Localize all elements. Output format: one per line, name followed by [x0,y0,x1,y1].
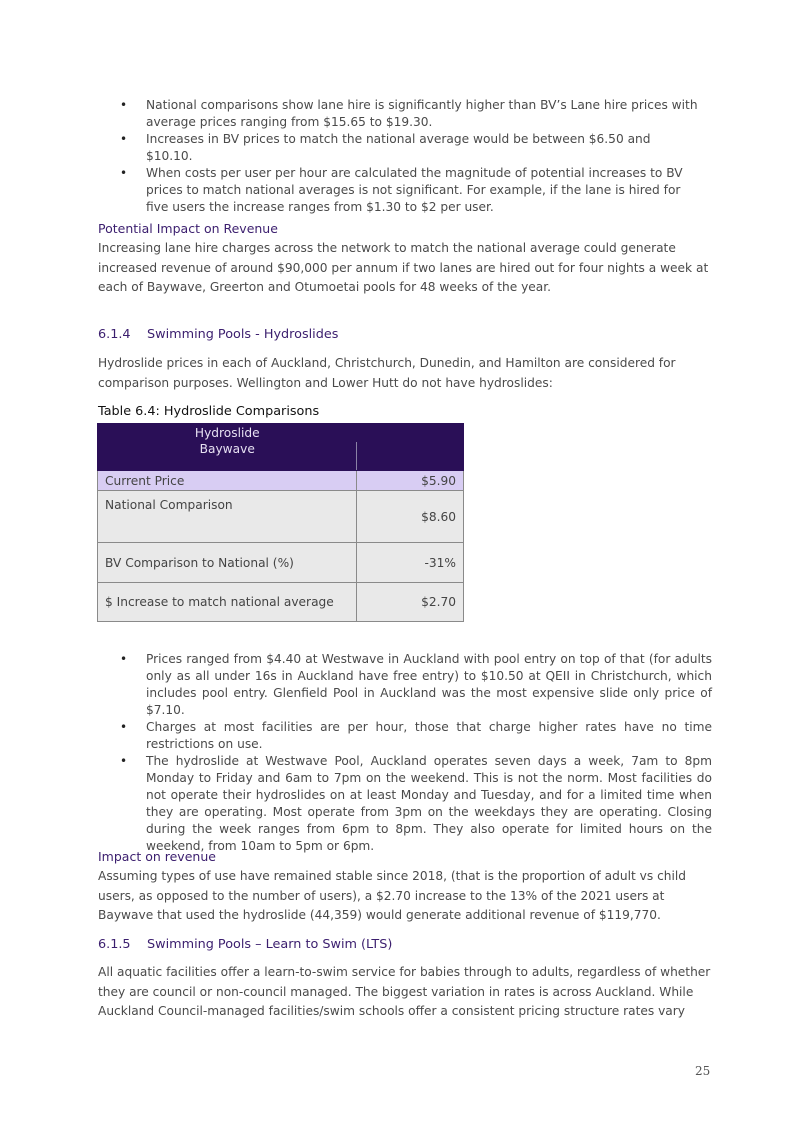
list-item: • When costs per user per hour are calculated the magnitude of potential increases to BV prices to match national averages is not significant. For example, if the lane is hired for five users the increase ranges from $1.30 to $2 per user. [120,166,683,214]
table-row [98,491,464,543]
table-row [98,583,464,622]
table-row [98,543,464,583]
row-label: BV Comparison to National (%) [98,543,357,583]
table-header-row [98,424,464,442]
learn-to-swim-text: All aquatic facilities offer a learn-to-swim service for babies through to adults, regardless of whether they are council or non-council managed. The biggest variation in rates is across Auckland. While Auckland Council-managed facilities/swim schools offer a consistent pricing structure rates vary [98,965,711,1018]
row-value: $2.70 [357,583,464,622]
list-item: • Prices ranged from $4.40 at Westwave in Auckland with pool entry on top of that (for adults only as all under 16s in Auckland have free entry) to $10.50 at QEII in Christchurch, which includes pool entry. Glenfield Pool in Auckland was the most expensive slide only price of $7.10. [120,652,712,717]
section-heading-6-1-4 [98,326,338,344]
row-label: National Comparison [98,491,357,543]
section-heading-6-1-5 [98,936,392,954]
section-number: 6.1.5 [98,937,131,952]
list-item: • Increases in BV prices to match the national average would be between $6.50 and $10.10. [120,132,651,163]
list-item: • National comparisons show lane hire is significantly higher than BV’s Lane hire prices with average prices ranging from $15.65 to $19.30. [120,98,698,129]
row-value: -31% [357,543,464,583]
row-value: $8.60 [357,491,464,543]
header-baywave: Baywave [98,442,357,471]
impact-revenue-heading: Impact on revenue [98,849,216,864]
row-label: $ Increase to match national average [98,583,357,622]
bullet-list-lane-hire [98,97,698,216]
section-number: 6.1.4 [98,327,131,342]
potential-impact-text: Increasing lane hire charges across the network to match the national average could generate increased revenue of around $90,000 per annum if two lanes are hired out for four nights a week at each of Baywave, Greerton and Otumoetai pools for 48 weeks of the year. [98,241,709,294]
row-value: $5.90 [357,471,464,491]
header-hydroslide: Hydroslide [98,424,357,442]
section-title: Swimming Pools – Learn to Swim (LTS) [147,937,393,952]
table-row [98,471,464,491]
list-item: • The hydroslide at Westwave Pool, Auckland operates seven days a week, 7am to 8pm Monday to Friday and 6am to 7pm on the weekend. This is not the norm. Most facilities do not operate their hydroslides on at least Monday and Tuesday, and for a limited time when they are operating. Most operate from 3pm on the weekdays they are operating. Closing during the week ranges from 6pm to 8pm. They also operate for limited hours on the weekend, from 10am to 5pm or 6pm. [120,754,712,853]
hydroslide-comparison-table [97,423,464,622]
list-item: • Charges at most facilities are per hour, those that charge higher rates have no time restrictions on use. [120,720,712,751]
bullet-list-hydroslide [98,651,712,855]
impact-revenue-text: Assuming types of use have remained stable since 2018, (that is the proportion of adult vs child users, as opposed to the number of users), a $2.70 increase to the 13% of the 2021 users at Baywave that used the hydroslide (44,359) would generate additional revenue of $119,770. [98,869,687,922]
page-number: 25 [695,1064,711,1078]
header-blank [357,424,464,471]
hydroslide-intro: Hydroslide prices in each of Auckland, Christchurch, Dunedin, and Hamilton are considered for comparison purposes. Wellington and Lower Hutt do not have hydroslides: [98,356,676,390]
potential-impact-heading: Potential Impact on Revenue [98,221,278,236]
section-title: Swimming Pools - Hydroslides [147,327,339,342]
row-label: Current Price [98,471,357,491]
table-caption: Table 6.4: Hydroslide Comparisons [98,404,320,419]
